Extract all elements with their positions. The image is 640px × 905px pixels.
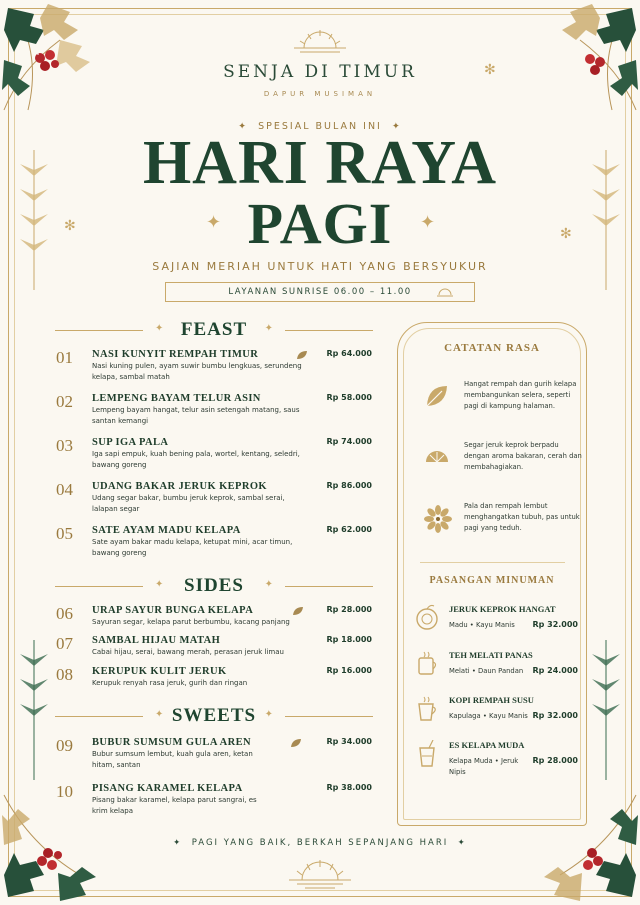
fern-sprig-decoration xyxy=(586,640,626,780)
coffee-cup-icon xyxy=(414,695,440,723)
panel-divider xyxy=(420,562,565,563)
brand-subtitle: DAPUR MUSIMAN xyxy=(263,90,377,98)
item-number: 10 xyxy=(56,782,73,801)
item-number: 07 xyxy=(56,634,73,653)
item-price: Rp 86.000 xyxy=(326,481,372,490)
item-name: KERUPUK KULIT JERUK xyxy=(92,666,227,677)
item-name: UDANG BAKAR JERUK KEPROK xyxy=(92,481,267,492)
item-description: Cabai hijau, serai, bawang merah, perasan jeruk limau xyxy=(92,648,284,656)
drink-name: JERUK KEPROK HANGAT xyxy=(449,604,556,614)
section-header-sweets: ✦ SWEETS ✦ xyxy=(55,706,373,726)
snowflake-icon: ✻ xyxy=(560,226,572,242)
sunrise-emblem-icon xyxy=(285,858,355,890)
item-price: Rp 34.000 xyxy=(326,737,372,746)
item-price: Rp 62.000 xyxy=(326,525,372,534)
drink-name: TEH MELATI PANAS xyxy=(449,650,533,660)
item-name: SATE AYAM MADU KELAPA xyxy=(92,525,241,536)
section-title: SIDES xyxy=(184,575,244,596)
sparkle-icon: ✦ xyxy=(381,121,402,132)
item-number: 06 xyxy=(56,604,73,623)
footer-text: PAGI YANG BAIK, BERKAH SEPANJANG HARI xyxy=(191,838,449,848)
sparkle-icon: ✦ xyxy=(238,121,259,132)
item-number: 02 xyxy=(56,392,73,411)
section-title: FEAST xyxy=(180,319,248,340)
item-number: 05 xyxy=(56,524,73,543)
item-name: PISANG KARAMEL KELAPA xyxy=(92,783,243,794)
item-name: SUP IGA PALA xyxy=(92,437,169,448)
leaf-icon xyxy=(424,383,450,409)
citrus-icon xyxy=(424,444,450,470)
drinks-title: PASANGAN MINUMAN xyxy=(429,575,555,586)
item-name: NASI KUNYIT REMPAH TIMUR xyxy=(92,349,259,360)
item-number: 09 xyxy=(56,736,73,755)
star-anise-icon xyxy=(424,505,452,533)
item-number: 04 xyxy=(56,480,73,499)
item-description: Bubur sumsum lembut, kuah gula aren, ketan hitam, santan xyxy=(92,750,253,769)
service-hours-text: LAYANAN SUNRISE 06.00 – 11.00 xyxy=(228,287,412,297)
tea-cup-icon xyxy=(414,650,440,678)
drink-price: Rp 32.000 xyxy=(532,620,578,629)
hero-title-line1: HARI RAYA xyxy=(142,129,498,197)
note-text: Hangat rempah dan gurih kelapa membangunkan selera, seperti pagi di kampung halaman. xyxy=(464,380,577,410)
section-header-sides: ✦ SIDES ✦ xyxy=(55,576,373,596)
sun-icon xyxy=(436,287,454,297)
sparkle-icon: ✦ xyxy=(420,212,436,233)
drink-price: Rp 32.000 xyxy=(532,711,578,720)
item-name: URAP SAYUR BUNGA KELAPA xyxy=(92,605,254,616)
item-price: Rp 16.000 xyxy=(326,666,372,675)
item-name: LEMPENG BAYAM TELUR ASIN xyxy=(92,393,261,404)
leaf-icon xyxy=(296,350,308,360)
note-text: Pala dan rempah lembut menghangatkan tubuh, pas untuk pagi yang teduh. xyxy=(464,502,580,532)
drink-name: KOPI REMPAH SUSU xyxy=(449,695,534,705)
notes-title: CATATAN RASA xyxy=(444,342,540,354)
item-number: 03 xyxy=(56,436,73,455)
item-number: 08 xyxy=(56,665,73,684)
item-price: Rp 74.000 xyxy=(326,437,372,446)
drink-ingredients: Kelapa Muda • Jeruk Nipis xyxy=(449,757,519,776)
brand-name: SENJA DI TIMUR xyxy=(223,62,417,82)
snowflake-icon: ✻ xyxy=(64,218,76,234)
section-header-feast: ✦ FEAST ✦ xyxy=(55,320,373,340)
holly-corner-decoration xyxy=(0,0,120,120)
leaf-icon xyxy=(290,738,302,748)
sunrise-emblem-icon xyxy=(290,26,350,56)
footer-slogan xyxy=(0,838,640,848)
item-description: Sayuran segar, kelapa parut berbumbu, kacang panjang xyxy=(92,618,290,626)
hero-title-line2: PAGI xyxy=(247,191,393,256)
drink-ingredients: Melati • Daun Pandan xyxy=(449,667,524,675)
section-title: SWEETS xyxy=(171,705,257,726)
sparkle-icon: ✦ xyxy=(173,838,192,848)
leaf-icon xyxy=(292,606,304,616)
coconut-glass-icon xyxy=(414,740,440,768)
note-text: Segar jeruk keprok berpadu dengan aroma bakaran, cerah dan membahagiakan. xyxy=(464,441,582,471)
item-description: Nasi kuning pulen, ayam suwir bumbu lengkuas, serundeng kelapa, sambal matah xyxy=(92,362,302,381)
sparkle-icon: ✦ xyxy=(206,212,222,233)
item-description: Lempeng bayam hangat, telur asin setengah matang, saus santan kemangi xyxy=(92,406,300,425)
fern-sprig-decoration xyxy=(14,640,54,780)
service-hours-badge xyxy=(165,282,475,302)
item-number: 01 xyxy=(56,348,73,367)
item-description: Sate ayam bakar madu kelapa, ketupat mini, acar timun, bawang goreng xyxy=(92,538,293,557)
drink-name: ES KELAPA MUDA xyxy=(449,740,525,750)
item-name: SAMBAL HIJAU MATAH xyxy=(92,635,221,646)
hero-tagline: SAJIAN MERIAH UNTUK HATI YANG BERSYUKUR xyxy=(152,260,488,273)
item-name: BUBUR SUMSUM GULA AREN xyxy=(92,737,252,748)
item-description: Udang segar bakar, bumbu jeruk keprok, sambal serai, lalapan segar xyxy=(92,494,285,513)
citrus-drink-icon xyxy=(414,604,440,632)
item-description: Pisang bakar karamel, kelapa parut sangrai, es krim kelapa xyxy=(92,796,257,815)
item-price: Rp 38.000 xyxy=(326,783,372,792)
snowflake-icon: ✻ xyxy=(484,62,496,78)
drink-ingredients: Madu • Kayu Manis xyxy=(449,621,515,629)
drink-price: Rp 28.000 xyxy=(532,756,578,765)
special-text: SPESIAL BULAN INI xyxy=(258,121,382,132)
item-price: Rp 58.000 xyxy=(326,393,372,402)
holly-corner-decoration xyxy=(520,0,640,120)
drink-price: Rp 24.000 xyxy=(532,666,578,675)
item-price: Rp 28.000 xyxy=(326,605,372,614)
sparkle-icon: ✦ xyxy=(448,838,467,848)
item-description: Kerupuk renyah rasa jeruk, gurih dan ringan xyxy=(92,679,248,687)
drink-ingredients: Kapulaga • Kayu Manis xyxy=(449,712,528,720)
item-price: Rp 64.000 xyxy=(326,349,372,358)
item-price: Rp 18.000 xyxy=(326,635,372,644)
item-description: Iga sapi empuk, kuah bening pala, wortel, kentang, seledri, bawang goreng xyxy=(92,450,300,469)
